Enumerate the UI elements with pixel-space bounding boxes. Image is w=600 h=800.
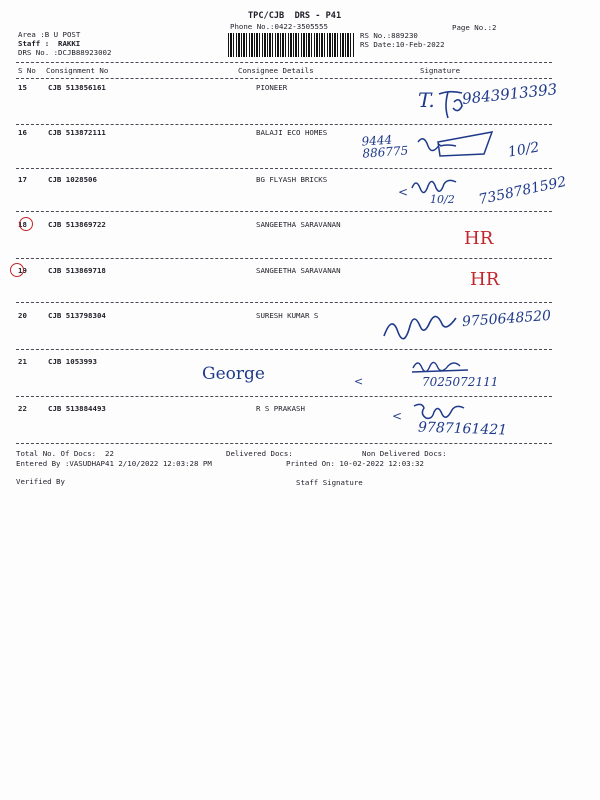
row-consignee: PIONEER bbox=[256, 83, 288, 92]
handwritten-initial: T. bbox=[418, 88, 435, 112]
col-sno: S No bbox=[18, 66, 36, 75]
staff-signature-label: Staff Signature bbox=[296, 478, 363, 487]
row-consignment: CJB 513798304 bbox=[48, 311, 106, 320]
divider bbox=[16, 349, 552, 350]
verified-by: Verified By bbox=[16, 477, 65, 486]
handwritten-phone: 9787161421 bbox=[417, 419, 508, 439]
handwritten-mark: HR bbox=[470, 269, 500, 290]
row-sno: 15 bbox=[18, 83, 27, 92]
row-sno: 19 bbox=[18, 266, 27, 275]
handwritten-phone: 9444 886775 bbox=[361, 132, 409, 161]
col-signature: Signature bbox=[420, 66, 461, 75]
row-consignment: CJB 513869722 bbox=[48, 220, 106, 229]
row-sno: 21 bbox=[18, 357, 27, 366]
handwritten-mark: < bbox=[398, 185, 409, 199]
handwritten-mark: < bbox=[392, 409, 403, 423]
handwritten-phone: 7358781592 bbox=[477, 173, 568, 209]
page-number: Page No.:2 bbox=[452, 23, 497, 32]
handwritten-mark: HR bbox=[464, 228, 494, 249]
row-sno: 17 bbox=[18, 175, 27, 184]
row-consignee: SANGEETHA SARAVANAN bbox=[256, 266, 341, 275]
row-consignment: CJB 1028506 bbox=[48, 175, 97, 184]
red-circle-mark bbox=[19, 217, 33, 231]
divider bbox=[16, 168, 552, 169]
total-docs: Total No. Of Docs: 22 bbox=[16, 449, 114, 458]
row-sno: 18 bbox=[18, 220, 27, 229]
row-sno: 20 bbox=[18, 311, 27, 320]
divider bbox=[16, 124, 552, 125]
row-consignee: R S PRAKASH bbox=[256, 404, 305, 413]
row-consignment: CJB 513872111 bbox=[48, 128, 106, 137]
divider bbox=[16, 396, 552, 397]
col-consignment: Consignment No bbox=[46, 66, 109, 75]
row-consignment: CJB 513884493 bbox=[48, 404, 106, 413]
divider bbox=[16, 211, 552, 212]
row-consignment: CJB 1053993 bbox=[48, 357, 97, 366]
document-title: TPC/CJB DRS - P41 bbox=[248, 11, 342, 21]
divider bbox=[16, 258, 552, 259]
handwritten-signature bbox=[414, 128, 500, 162]
printed-on: Printed On: 10-02-2022 12:03:32 bbox=[286, 459, 424, 468]
handwritten-name: George bbox=[202, 364, 265, 384]
phone-number: Phone No.:0422-3505555 bbox=[230, 22, 328, 31]
rs-number: RS No.:889230 bbox=[360, 31, 418, 40]
row-consignee: BALAJI ECO HOMES bbox=[256, 128, 328, 137]
handwritten-signature bbox=[410, 356, 474, 376]
handwritten-phone: 9843913393 bbox=[461, 80, 559, 108]
drs-number: DRS No. :DCJB88923002 bbox=[18, 48, 112, 57]
handwritten-date: 10/2 bbox=[430, 193, 455, 206]
barcode bbox=[228, 33, 354, 57]
divider bbox=[16, 302, 552, 303]
row-consignee: SANGEETHA SARAVANAN bbox=[256, 220, 341, 229]
rs-date: RS Date:10-Feb-2022 bbox=[360, 40, 445, 49]
divider bbox=[16, 78, 552, 79]
non-delivered-docs: Non Delivered Docs: bbox=[362, 449, 447, 458]
col-consignee: Consignee Details bbox=[238, 66, 314, 75]
row-consignment: CJB 513856161 bbox=[48, 83, 106, 92]
row-sno: 22 bbox=[18, 404, 27, 413]
handwritten-signature bbox=[380, 312, 462, 346]
row-consignment: CJB 513869718 bbox=[48, 266, 106, 275]
staff-name: RAKKI bbox=[58, 39, 81, 48]
row-consignee: BG FLYASH BRICKS bbox=[256, 175, 328, 184]
row-consignee: SURESH KUMAR S bbox=[256, 311, 319, 320]
divider bbox=[16, 62, 552, 63]
row-sno: 16 bbox=[18, 128, 27, 137]
entered-by: Entered By :VASUDHAP41 2/10/2022 12:03:28 PM bbox=[16, 459, 212, 468]
staff-label: Staff : bbox=[18, 39, 50, 48]
handwritten-date: 10/2 bbox=[506, 139, 541, 161]
divider bbox=[16, 443, 552, 444]
handwritten-phone: 9750648520 bbox=[461, 307, 552, 331]
delivered-docs: Delivered Docs: bbox=[226, 449, 293, 458]
handwritten-phone: 7025072111 bbox=[422, 375, 499, 389]
area: Area :B U POST bbox=[18, 30, 81, 39]
handwritten-mark: < bbox=[354, 375, 364, 388]
red-circle-mark bbox=[10, 263, 24, 277]
